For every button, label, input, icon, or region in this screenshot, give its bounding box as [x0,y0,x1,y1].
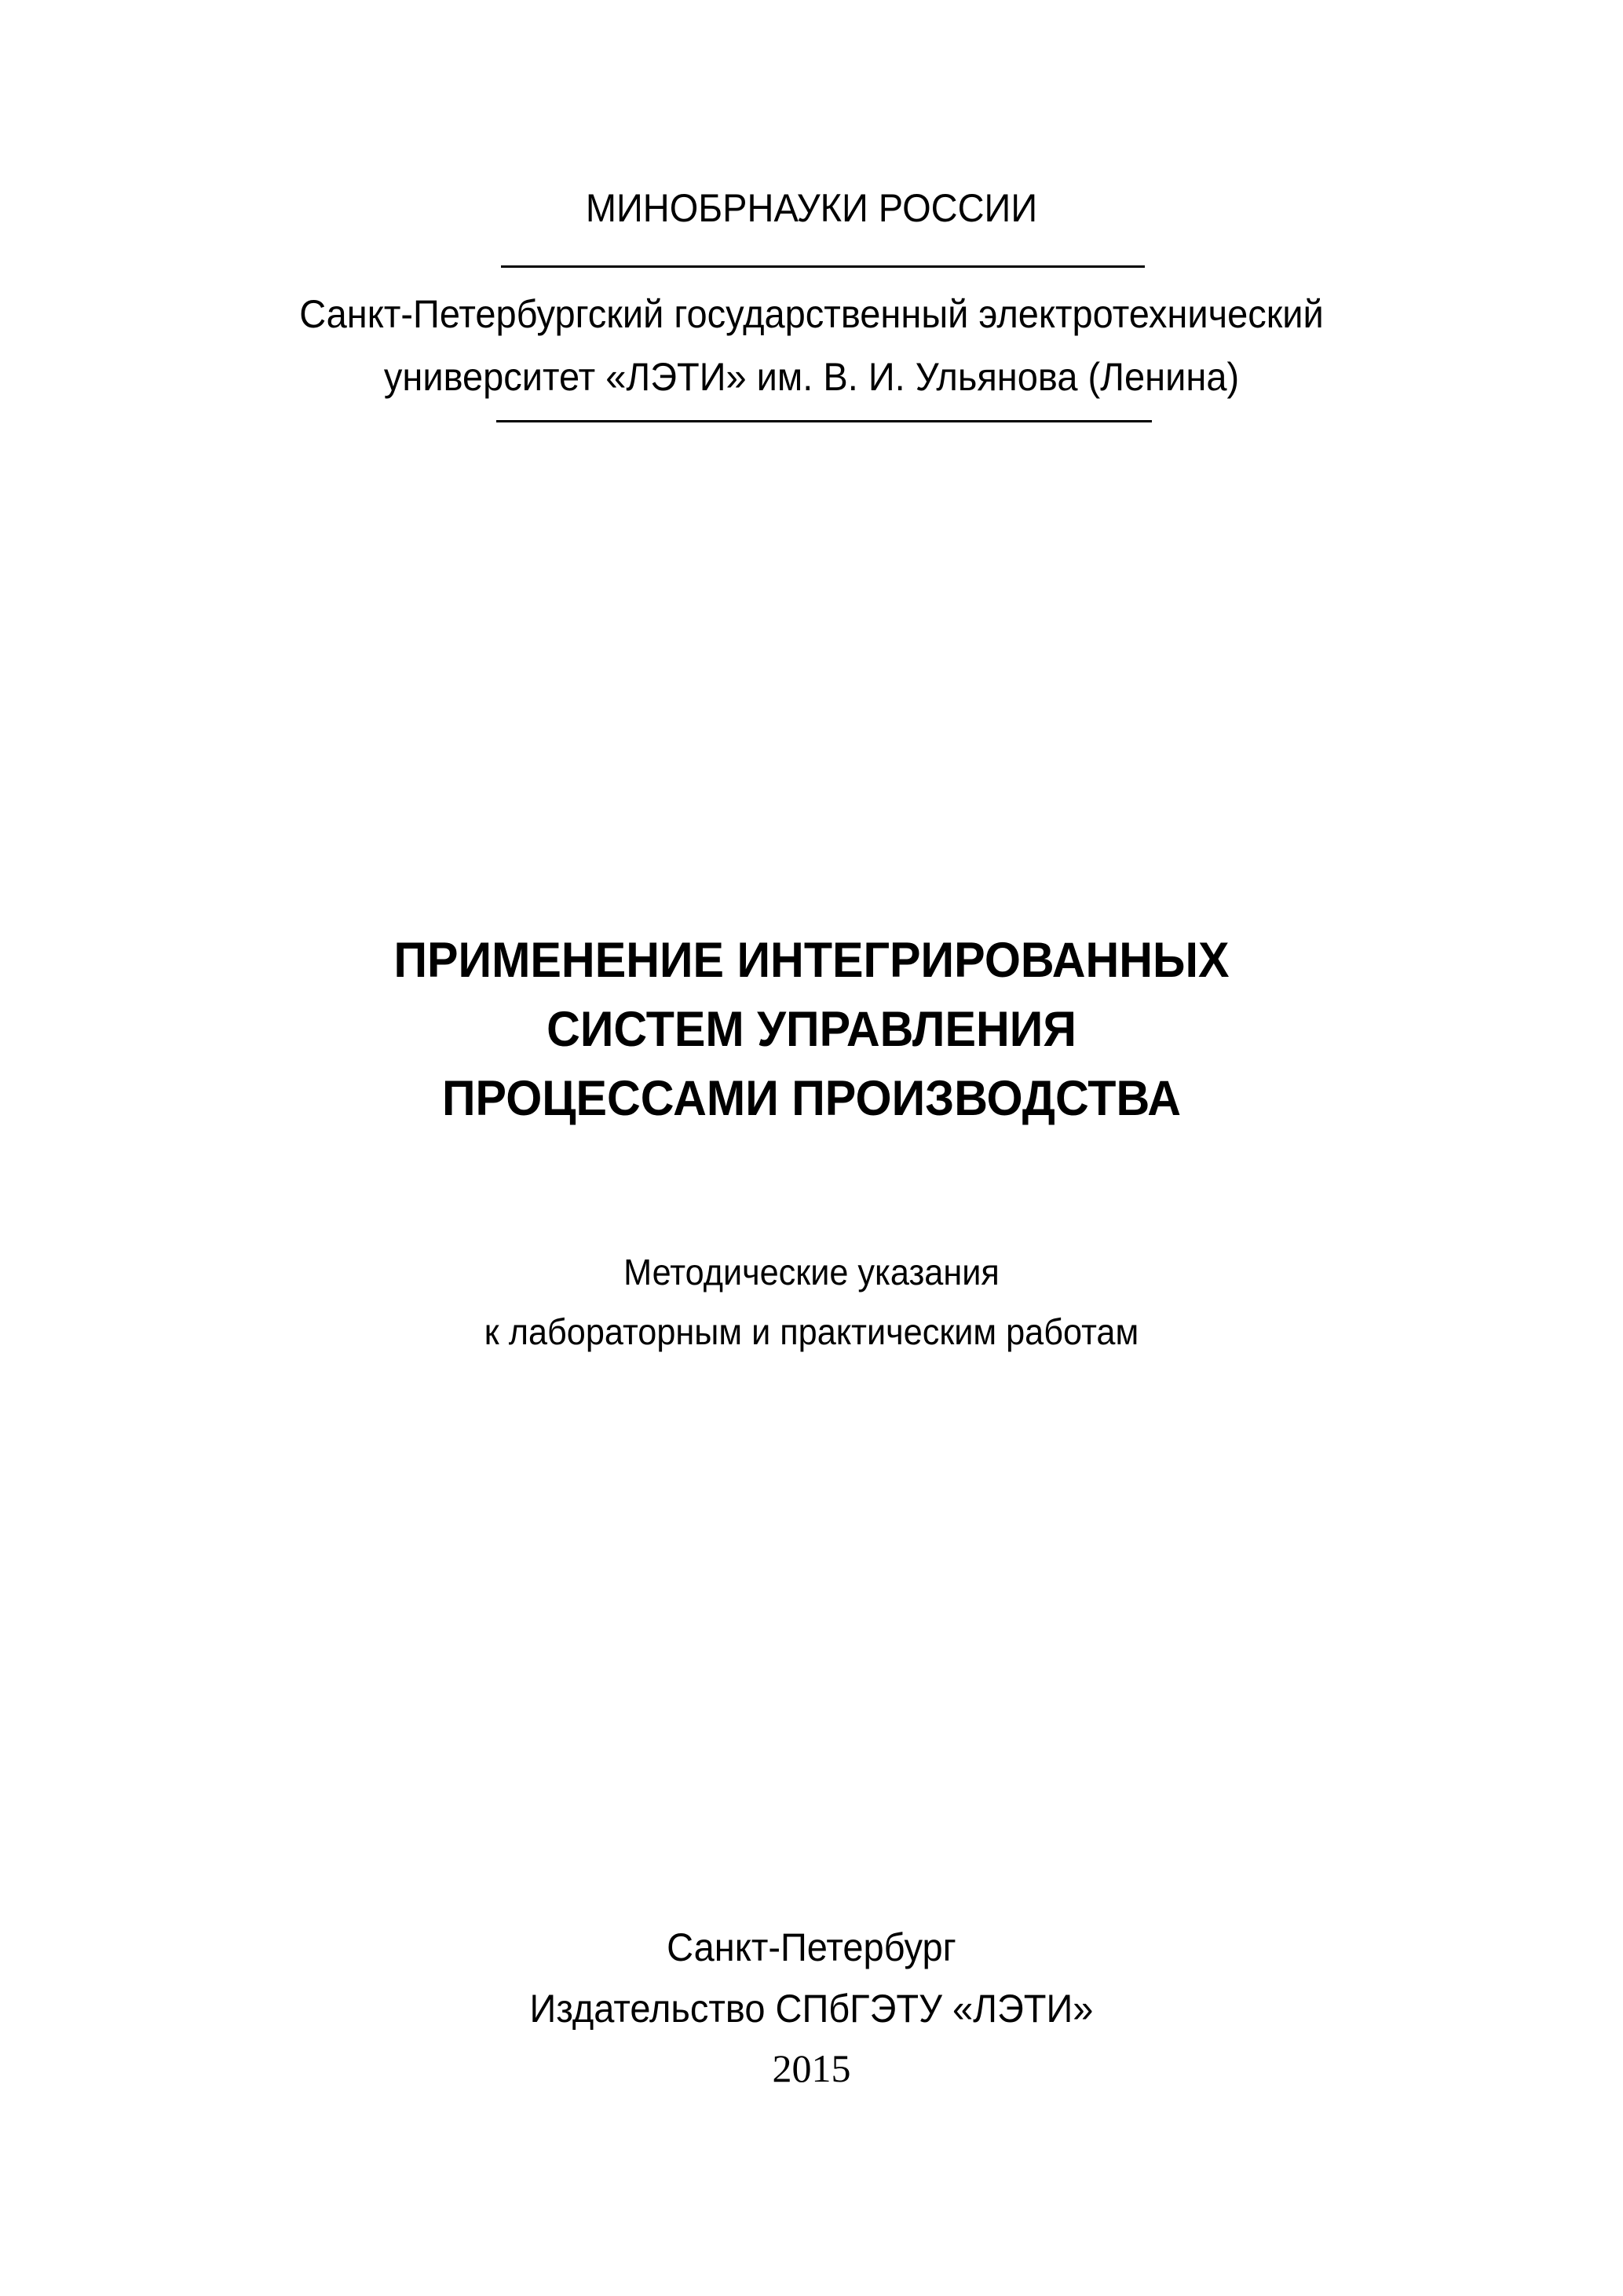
university-name-line-2: университет «ЛЭТИ» им. В. И. Ульянова (Ленина) [383,355,1240,399]
document-subtitle-line-1: Методические указания [623,1252,1000,1292]
document-subtitle-line-2: к лабораторным и практическим работам [484,1311,1139,1352]
publication-city: Санкт-Петербург [667,1925,956,1969]
university-name-line-1: Санкт-Петербургский государственный электротехнический [299,292,1324,336]
header-divider-top [501,265,1145,268]
ministry-name: МИНОБРНАУКИ РОССИИ [585,186,1038,230]
publisher-name: Издательство СПбГЭТУ «ЛЭТИ» [529,1987,1094,2031]
document-title-line-3: ПРОЦЕССАМИ ПРОИЗВОДСТВА [441,1071,1182,1126]
document-title-line-1: ПРИМЕНЕНИЕ ИНТЕГРИРОВАННЫХ [393,933,1230,988]
document-title-line-2: СИСТЕМ УПРАВЛЕНИЯ [546,1002,1077,1057]
publication-year: 2015 [772,2046,851,2090]
header-divider-bottom [496,420,1152,422]
